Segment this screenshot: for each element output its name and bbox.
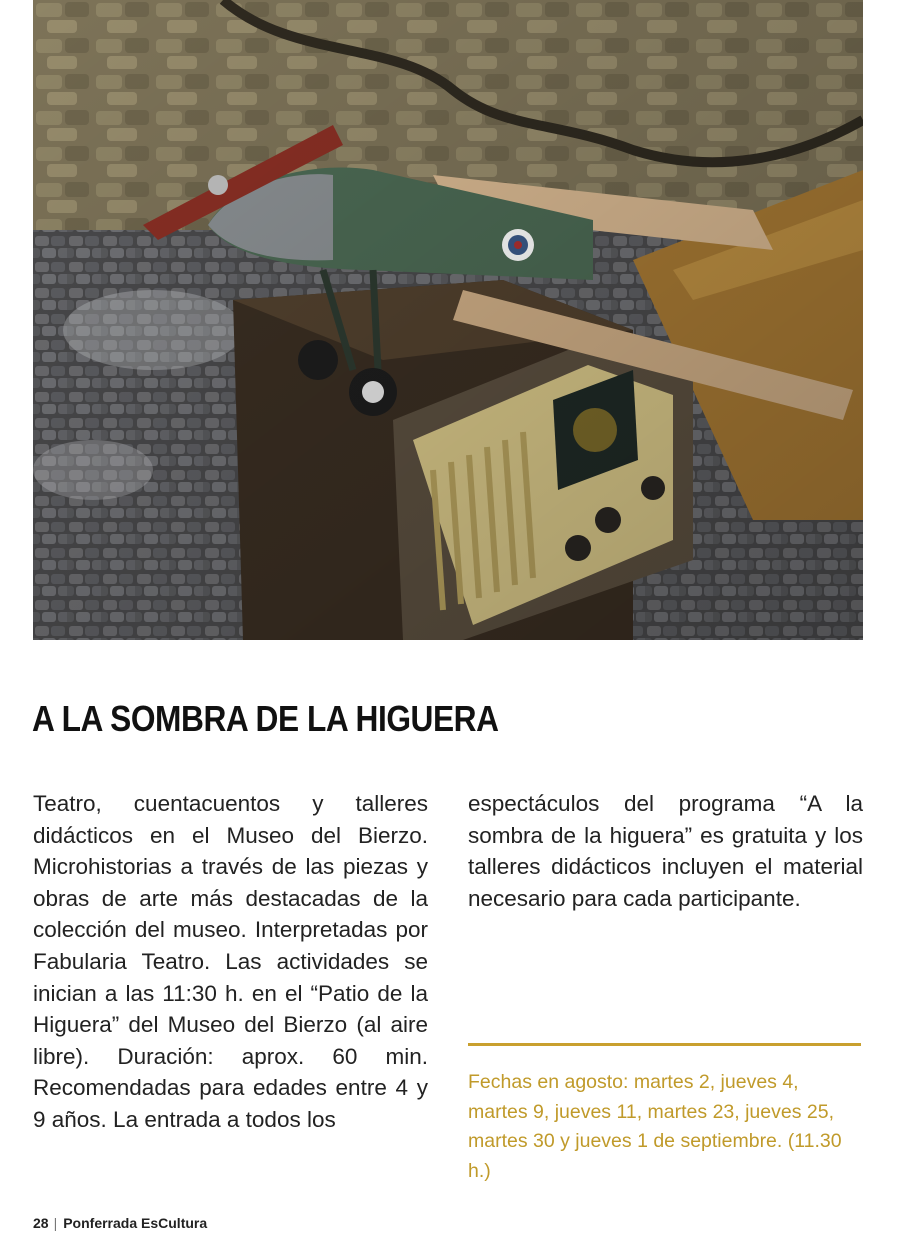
toy-airplane-radio-illustration (33, 0, 863, 640)
page-number: 28 (33, 1215, 49, 1231)
page-title: A LA SOMBRA DE LA HIGUERA (32, 698, 499, 739)
body-column-left (33, 788, 428, 1136)
footer-separator: | (53, 1215, 58, 1231)
header-photo (33, 0, 863, 640)
body-column-right (468, 788, 863, 914)
page-footer (33, 1215, 207, 1231)
dates-info: Fechas en agosto: martes 2, jueves 4, martes 9, jueves 11, martes 23, jueves 25, martes 30 y jueves 1 de septiembre. (11.30 h.) (468, 1071, 842, 1182)
body-text-left: Teatro, cuentacuentos y talleres didácticos en el Museo del Bierzo. Microhistorias a través de las piezas y obras de arte más destacadas de la colección del museo. Interpretadas por Fabularia Teatro. Las actividades se inician a las 11:30 h. en el “Patio de la Higuera” del Museo del Bierzo (al aire libre). Duración: aprox. 60 min. Recomendadas para edades entre 4 y 9 años. La entrada a todos los (33, 791, 428, 1132)
body-text-right: espectáculos del programa “A la sombra de la higuera” es gratuita y los talleres didácticos incluyen el material necesario para cada participante. (468, 791, 863, 911)
accent-divider (468, 1043, 861, 1046)
publication-name: Ponferrada EsCultura (63, 1215, 208, 1231)
